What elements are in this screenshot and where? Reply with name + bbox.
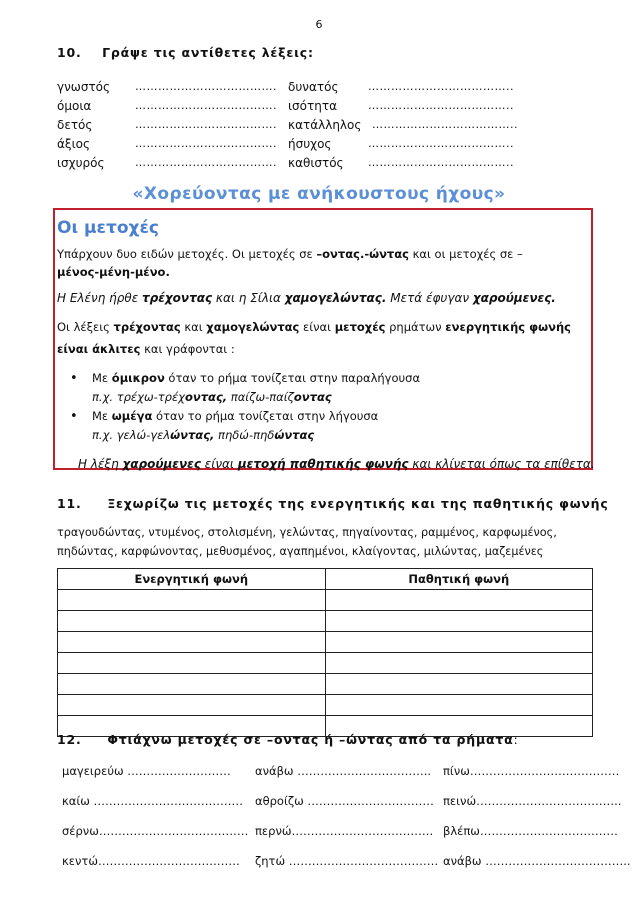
answer-blank[interactable]: ……………………………….. (368, 99, 514, 112)
text: όμικρον (111, 371, 165, 385)
grammar-paragraph (57, 263, 170, 281)
text: χαρούμενες. (472, 291, 556, 305)
antonym-word: δυνατός (288, 80, 339, 94)
antonym-word: ισχυρός (57, 156, 105, 170)
text: Υπάρχουν δυο ειδών μετοχές. Οι μετοχές σε (57, 247, 317, 261)
exercise-number: 11. (57, 496, 82, 511)
answer-blank[interactable]: ……………………………….. (372, 118, 518, 131)
verb-item[interactable]: καίω ………………………………… (62, 794, 244, 808)
text: τρέχοντας (142, 291, 213, 305)
text: π.χ. τρέχω-τρέχ (92, 390, 185, 404)
table-row (58, 632, 593, 653)
verb-item[interactable]: περνώ………………………………. (255, 824, 434, 838)
text: τρέχοντας (113, 320, 181, 334)
rule-example (92, 388, 332, 406)
verb-item[interactable]: ζητώ ………………………………… (255, 854, 439, 868)
text: όταν το ρήμα τονίζεται στην λήγουσα (152, 409, 379, 423)
text: και οι μετοχές σε – (408, 247, 523, 261)
table-header-row (58, 569, 593, 590)
exercise-instruction: Φτιάχνω μετοχές σε –οντας ή –ώντας από τα ρήματα (107, 732, 514, 747)
text: Η λέξη (78, 457, 123, 471)
text: παίζω-παίζ (227, 390, 294, 404)
text: χαρούμενες (122, 457, 201, 471)
text: Μετά έφυγαν (386, 291, 473, 305)
example-sentence (57, 289, 556, 307)
answer-cell[interactable] (325, 611, 593, 632)
verb-item[interactable]: βλέπω……………………………… (443, 824, 618, 838)
bullet-icon: • (70, 409, 78, 424)
antonym-word: όμοια (57, 99, 92, 113)
exercise-12-heading (57, 732, 519, 747)
text: ενεργητικής φωνής (445, 320, 571, 334)
column-header-passive: Παθητική φωνή (325, 569, 593, 590)
word-list: πηδώντας, καρφώνοντας, μεθυσμένος, αγαπημένοι, κλαίγοντας, μιλώντας, μαζεμένες (57, 545, 544, 558)
verb-item[interactable]: μαγειρεύω ……………………… (62, 764, 231, 778)
voice-sorting-table (57, 568, 593, 737)
text: ωμέγα (111, 409, 153, 423)
text: χαμογελώντας (206, 320, 300, 334)
answer-cell[interactable] (58, 674, 326, 695)
rule-bullet (92, 369, 420, 387)
exercise-instruction: Γράψε τις αντίθετες λέξεις: (102, 45, 314, 60)
text: –οντας.-ώντας (316, 247, 409, 261)
text: όταν το ρήμα τονίζεται στην παραλήγουσα (164, 371, 421, 385)
answer-cell[interactable] (325, 632, 593, 653)
text: ώντας, (170, 428, 215, 442)
text: είναι άκλιτες (57, 342, 141, 356)
text: πηδώ-πηδ (214, 428, 275, 442)
text: Με (92, 409, 112, 423)
text: και η Σίλια (212, 291, 285, 305)
text: ώντας (274, 428, 315, 442)
text: και (180, 320, 207, 334)
exercise-11-heading (57, 496, 609, 511)
verb-item[interactable]: ανάβω ……………………………….. (443, 854, 631, 868)
verb-item[interactable]: σέρνω………………………………… (62, 824, 249, 838)
grammar-paragraph (57, 318, 571, 336)
answer-blank[interactable]: ……………………………….. (368, 80, 514, 93)
answer-cell[interactable] (58, 632, 326, 653)
answer-cell[interactable] (58, 695, 326, 716)
table-row (58, 611, 593, 632)
text: μετοχή παθητικής φωνής (237, 457, 409, 471)
text: μένος-μένη-μένο. (57, 265, 170, 279)
text: είναι (200, 457, 238, 471)
verb-item[interactable]: ανάβω …………………………….. (255, 764, 432, 778)
answer-blank[interactable]: ………………………………. (135, 137, 277, 150)
verb-item[interactable]: κεντώ………………………………. (62, 854, 240, 868)
text: οντας, (184, 390, 228, 404)
exercise-instruction: Ξεχωρίζω τις μετοχές της ενεργητικής και της παθητικής φωνής (107, 496, 609, 511)
bullet-icon: • (70, 371, 78, 386)
answer-cell[interactable] (58, 611, 326, 632)
text: ρημάτων (385, 320, 446, 334)
text: και γράφονται : (140, 342, 235, 356)
exercise-number: 10. (57, 45, 82, 60)
rule-bullet (92, 407, 378, 425)
answer-blank[interactable]: ………………………………. (135, 156, 277, 169)
exercise-number: 12. (57, 732, 82, 747)
text: οντας (293, 390, 332, 404)
answer-cell[interactable] (325, 674, 593, 695)
page-number: 6 (315, 18, 323, 31)
answer-blank[interactable]: ………………………………. (135, 80, 277, 93)
text: χαμογελώντας. (284, 291, 387, 305)
table-row (58, 653, 593, 674)
text: Με (92, 371, 112, 385)
answer-blank[interactable]: ……………………………….. (368, 137, 514, 150)
table-row (58, 695, 593, 716)
antonym-word: γνωστός (57, 80, 111, 94)
antonym-word: καθιστός (288, 156, 344, 170)
text: είναι (299, 320, 335, 334)
antonym-word: κατάλληλος (288, 118, 362, 132)
text: Οι λέξεις (57, 320, 114, 334)
answer-cell[interactable] (325, 590, 593, 611)
answer-blank[interactable]: ………………………………. (135, 118, 277, 131)
answer-cell[interactable] (58, 590, 326, 611)
antonym-word: δετός (57, 118, 93, 132)
antonym-word: ισότητα (288, 99, 337, 113)
answer-blank[interactable]: ………………………………. (135, 99, 277, 112)
antonym-word: ήσυχος (288, 137, 332, 151)
story-title-banner: «Χορεύοντας με ανήκουστους ήχους» (132, 184, 506, 204)
grammar-paragraph (57, 340, 235, 358)
text: : (513, 732, 519, 747)
rule-example (92, 426, 314, 444)
grammar-conclusion (78, 455, 595, 473)
text: μετοχές (334, 320, 386, 334)
table-row (58, 590, 593, 611)
answer-cell[interactable] (58, 653, 326, 674)
antonym-word: άξιος (57, 137, 91, 151)
verb-item[interactable]: αθροίζω …………………………… (255, 794, 434, 808)
answer-blank[interactable]: ……………………………….. (368, 156, 514, 169)
text: και κλίνεται όπως τα επίθετα. (408, 457, 595, 471)
word-list: τραγουδώντας, ντυμένος, στολισμένη, γελώντας, πηγαίνοντας, ραμμένος, καρφωμένος, (57, 526, 557, 539)
text: Η Ελένη ήρθε (57, 291, 142, 305)
exercise-10-heading (57, 45, 314, 60)
table-row (58, 674, 593, 695)
grammar-box-title: Οι μετοχές (57, 218, 159, 238)
answer-cell[interactable] (325, 653, 593, 674)
column-header-active: Ενεργητική φωνή (58, 569, 326, 590)
text: π.χ. γελώ-γελ (92, 428, 171, 442)
answer-cell[interactable] (325, 695, 593, 716)
verb-item[interactable]: πίνω………………………………… (443, 764, 620, 778)
verb-item[interactable]: πεινώ……………………………….. (443, 794, 622, 808)
grammar-paragraph (57, 245, 591, 263)
